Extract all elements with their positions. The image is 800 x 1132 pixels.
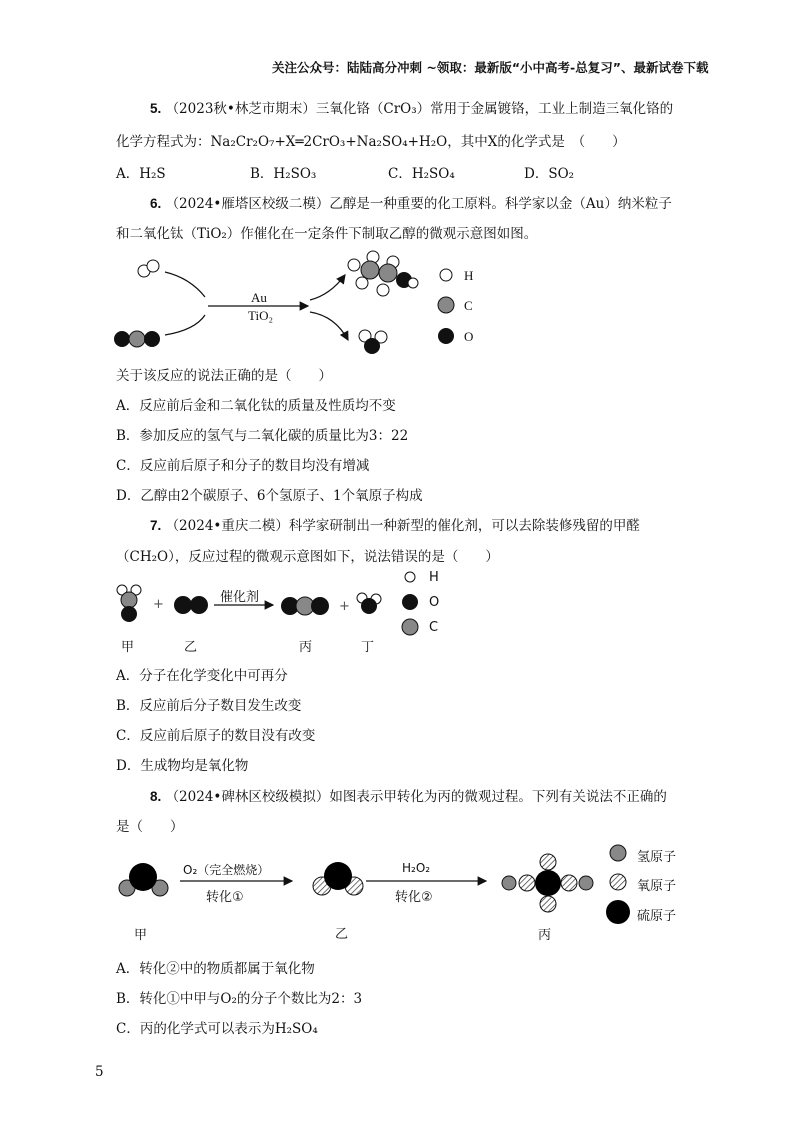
q8-legend-hydrogen: 氢原子 bbox=[637, 850, 677, 865]
q7-legend-c: C bbox=[429, 620, 439, 635]
q8-number: 8. bbox=[150, 789, 162, 804]
q6-option-a: A．反应前后金和二氧化钛的质量及性质均不变 bbox=[116, 398, 396, 414]
q8-legend-oxygen: 氧原子 bbox=[637, 879, 677, 894]
q8-name-jia: 甲 bbox=[134, 928, 148, 943]
q7-text-line1: （2024•重庆二模）科学家研制出一种新型的催化剂，可以去除装修残留的甲醛 bbox=[165, 518, 640, 534]
q7-name-bing: 丙 bbox=[299, 640, 313, 655]
q6-arrow-catalyst-tio2: TiO₂ bbox=[248, 308, 274, 323]
q8-option-b: B．转化①中甲与O₂的分子个数比为2：3 bbox=[116, 991, 363, 1007]
q7-name-yi: 乙 bbox=[184, 640, 198, 655]
q8-arrow1-top: O₂（完全燃烧） bbox=[183, 863, 270, 877]
q8-legend-sulfur: 硫原子 bbox=[637, 909, 677, 924]
q8-arrow1-bottom: 转化① bbox=[206, 890, 244, 905]
q5-number: 5. bbox=[150, 101, 162, 116]
q5-option-a: A．H₂S bbox=[116, 166, 166, 182]
page-number: 5 bbox=[95, 1064, 104, 1080]
q5-option-c: C．H₂SO₄ bbox=[388, 166, 455, 182]
q7-text-line2: （CH₂O），反应过程的微观示意图如下，说法错误的是（ ） bbox=[116, 549, 499, 565]
q8-option-c: C．丙的化学式可以表示为H₂SO₄ bbox=[116, 1021, 318, 1037]
q7-option-d: D．生成物均是氧化物 bbox=[116, 758, 249, 774]
q7-arrow-label: 催化剂 bbox=[220, 590, 260, 605]
q7-option-c: C．反应前后原子的数目没有改变 bbox=[116, 728, 316, 744]
q6-number: 6. bbox=[150, 196, 162, 211]
hydrogen-sulfide-molecule-icon bbox=[119, 863, 168, 896]
sulfur-dioxide-molecule-icon bbox=[313, 862, 363, 895]
q8-name-bing: 丙 bbox=[538, 928, 552, 943]
q6-option-d: D．乙醇由2个碳原子、6个氢原子、1个氧原子构成 bbox=[116, 488, 423, 504]
q7-legend-o: O bbox=[429, 595, 440, 610]
q7-number: 7. bbox=[150, 518, 162, 533]
q6-legend-c: C bbox=[464, 298, 473, 313]
q8-text-line1: （2024•碑林区校级模拟）如图表示甲转化为丙的微观过程。下列有关说法不正确的 bbox=[165, 789, 667, 805]
legend-hydrogen-atom-icon bbox=[610, 845, 626, 861]
q8-arrow2-top: H₂O₂ bbox=[402, 861, 431, 875]
q6-text-line2: 和二氧化钛（TiO₂）作催化在一定条件下制取乙醇的微观示意图如图。 bbox=[116, 226, 538, 242]
q7-plus-2: + bbox=[339, 599, 350, 614]
q5-text-line2: 化学方程式为：Na₂Cr₂O₇+X═2CrO₃+Na₂SO₄+H₂O，其中X的化学式是 （ ） bbox=[116, 134, 626, 150]
q5-text-line1: （2023秋•林芝市期末）三氧化铬（CrO₃）常用于金属镀铬，工业上制造三氧化铬的 bbox=[165, 101, 674, 117]
q6-option-b: B．参加反应的氢气与二氧化碳的质量比为3：22 bbox=[116, 428, 409, 444]
q7-option-b: B．反应前后分子数目发生改变 bbox=[116, 698, 302, 714]
q6-arrow-catalyst-au: Au bbox=[251, 290, 267, 305]
legend-oxygen-atom-icon bbox=[610, 874, 626, 890]
q8-option-a: A．转化②中的物质都属于氧化物 bbox=[116, 961, 315, 977]
q7-name-jia: 甲 bbox=[121, 640, 135, 655]
q6-stem: 关于该反应的说法正确的是（ ） bbox=[116, 368, 332, 384]
q5-option-b: B．H₂SO₃ bbox=[250, 166, 317, 182]
sulfuric-acid-molecule-icon bbox=[502, 854, 593, 912]
q8-arrow2-bottom: 转化② bbox=[395, 890, 433, 905]
q7-plus-1: + bbox=[153, 597, 164, 612]
q6-legend-h: H bbox=[464, 268, 474, 283]
q8-text-line2: 是（ ） bbox=[116, 819, 184, 835]
q6-text-line1: （2024•雁塔区校级二模）乙醇是一种重要的化工原料。科学家以金（Au）纳米粒子 bbox=[165, 196, 672, 212]
q7-name-ding: 丁 bbox=[361, 640, 375, 655]
q6-legend-o: O bbox=[464, 329, 474, 344]
q6-option-c: C．反应前后原子和分子的数目均没有增减 bbox=[116, 458, 370, 474]
page-header: 关注公众号：陆陆高分冲刺 ~领取：最新版“小中高考-总复习”、最新试卷下载 bbox=[272, 60, 709, 75]
q7-legend-h: H bbox=[429, 570, 439, 585]
legend-sulfur-atom-icon bbox=[606, 900, 630, 924]
q5-option-d: D．SO₂ bbox=[524, 166, 575, 182]
q8-name-yi: 乙 bbox=[335, 927, 349, 942]
q7-option-a: A．分子在化学变化中可再分 bbox=[116, 668, 288, 684]
